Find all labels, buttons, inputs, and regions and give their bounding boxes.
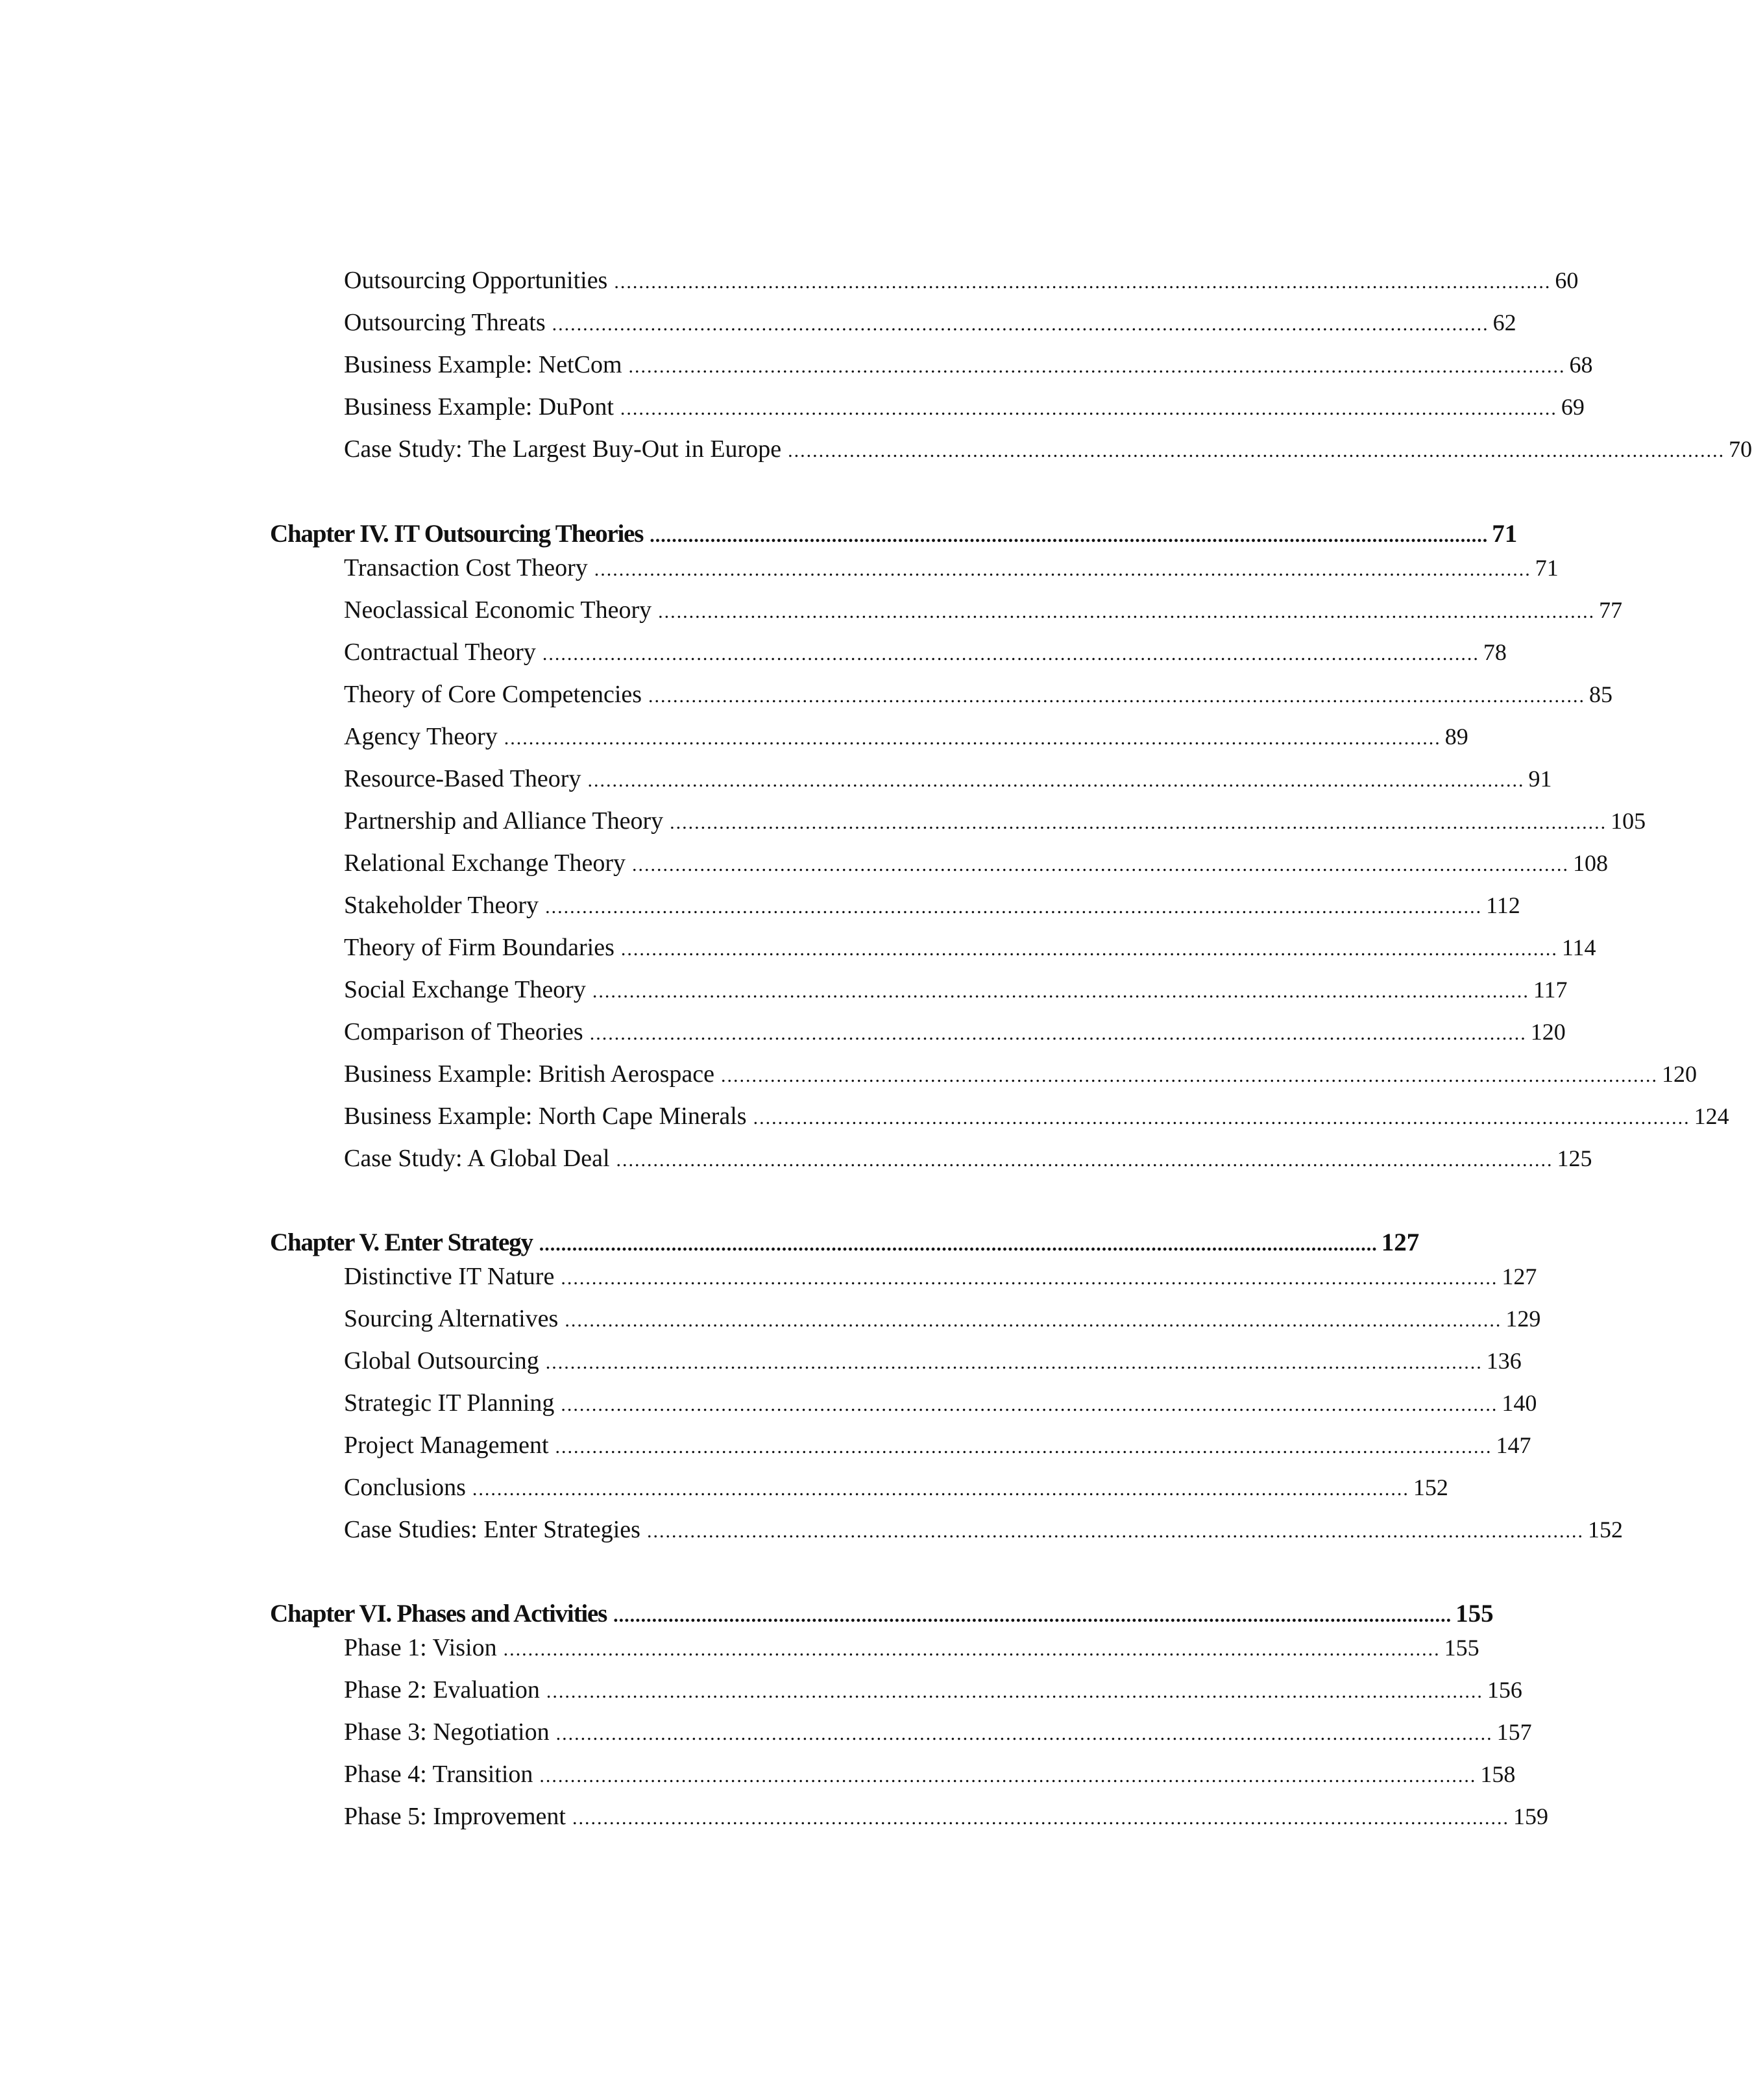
dot-leader: ........................................................................................................................................................	[720, 1065, 1658, 1086]
toc-chapter-heading[interactable]	[270, 1228, 1420, 1264]
toc-entry[interactable]	[344, 1676, 1522, 1712]
toc-entry[interactable]	[344, 638, 1507, 674]
dot-leader: ........................................................................................................................................................	[648, 685, 1586, 707]
dot-leader: ........................................................................................................................................................	[539, 1765, 1477, 1787]
dot-leader: ........................................................................................................................................................	[545, 1352, 1483, 1373]
toc-entry[interactable]	[344, 393, 1585, 429]
dot-leader: ........................................................................................................................................................	[788, 440, 1725, 461]
toc-entry-page: 127	[1502, 1264, 1537, 1289]
dot-leader: ........................................................................................................................................................	[616, 1149, 1553, 1171]
toc-entry[interactable]	[344, 308, 1516, 345]
toc-entry-title: Strategic IT Planning	[344, 1389, 555, 1417]
chapter-title: Chapter V. Enter Strategy	[270, 1228, 533, 1256]
chapter-page: 71	[1492, 520, 1518, 548]
toc-entry[interactable]	[344, 807, 1646, 843]
toc-entry-page: 158	[1480, 1761, 1516, 1787]
chapter-title: Chapter IV. IT Outsourcing Theories	[270, 520, 644, 548]
toc-entry[interactable]	[344, 1060, 1697, 1096]
toc-entry[interactable]	[344, 1718, 1532, 1754]
dot-leader: ........................................................................................................................................................	[555, 1436, 1492, 1458]
dot-leader: ........................................................................................................................................................	[594, 559, 1531, 580]
toc-entry-title: Contractual Theory	[344, 639, 536, 666]
toc-entry-page: 155	[1444, 1635, 1479, 1661]
dot-leader: ........................................................................................................................................................	[552, 313, 1489, 335]
dot-leader: ........................................................................................................................................................	[565, 1310, 1502, 1331]
toc-entry-page: 78	[1483, 639, 1507, 665]
toc-entry-page: 68	[1569, 352, 1593, 378]
toc-entry-page: 60	[1555, 267, 1579, 293]
toc-entry-page: 70	[1729, 436, 1752, 462]
toc-entry-page: 89	[1444, 724, 1468, 750]
toc-chapter-heading[interactable]	[270, 1599, 1494, 1635]
dot-leader: ........................................................................................................................................................	[539, 1234, 1378, 1255]
toc-entry-page: 120	[1530, 1019, 1566, 1045]
toc-entry[interactable]	[344, 350, 1593, 387]
toc-entry-page: 85	[1589, 681, 1613, 707]
chapter-title: Chapter VI. Phases and Activities	[270, 1600, 607, 1628]
toc-entry[interactable]	[344, 1515, 1623, 1552]
toc-entry[interactable]	[344, 435, 1752, 471]
toc-entry[interactable]	[344, 891, 1520, 927]
toc-entry-title: Neoclassical Economic Theory	[344, 596, 652, 624]
toc-entry-title: Case Study: The Largest Buy-Out in Europe	[344, 435, 782, 463]
dot-leader: ........................................................................................................................................................	[572, 1807, 1509, 1829]
dot-leader: ........................................................................................................................................................	[753, 1107, 1690, 1129]
toc-entry-page: 120	[1661, 1061, 1697, 1087]
toc-entry-page: 157	[1496, 1719, 1532, 1745]
toc-entry-title: Phase 3: Negotiation	[344, 1718, 550, 1746]
toc-entry-title: Outsourcing Opportunities	[344, 267, 608, 294]
toc-entry-page: 105	[1611, 808, 1646, 834]
dot-leader: ........................................................................................................................................................	[545, 896, 1483, 918]
toc-entry[interactable]	[344, 975, 1568, 1012]
toc-entry[interactable]	[344, 266, 1579, 302]
toc-entry-page: 140	[1502, 1390, 1537, 1416]
toc-entry-page: 62	[1492, 310, 1516, 336]
toc-entry-page: 71	[1535, 555, 1559, 581]
toc-entry-page: 125	[1557, 1145, 1592, 1171]
toc-entry-title: Case Study: A Global Deal	[344, 1145, 610, 1172]
dot-leader: ........................................................................................................................................................	[628, 356, 1566, 377]
toc-entry-page: 91	[1528, 766, 1552, 792]
toc-entry[interactable]	[344, 764, 1552, 801]
dot-leader: ........................................................................................................................................................	[620, 938, 1558, 960]
toc-entry[interactable]	[344, 933, 1596, 970]
toc-entry-title: Phase 5: Improvement	[344, 1803, 566, 1830]
toc-entry-page: 152	[1413, 1474, 1448, 1500]
dot-leader: ........................................................................................................................................................	[650, 525, 1489, 546]
toc-entry-page: 136	[1486, 1348, 1522, 1374]
toc-entry-title: Phase 4: Transition	[344, 1761, 533, 1788]
toc-entry-page: 114	[1561, 934, 1596, 960]
dot-leader: ........................................................................................................................................................	[555, 1723, 1493, 1744]
toc-entry-page: 147	[1496, 1432, 1531, 1458]
toc-entry[interactable]	[344, 680, 1613, 716]
toc-entry[interactable]	[344, 1262, 1537, 1299]
toc-entry[interactable]	[344, 1473, 1448, 1509]
dot-leader: ........................................................................................................................................................	[546, 1681, 1483, 1702]
dot-leader: ........................................................................................................................................................	[613, 1605, 1452, 1626]
toc-entry-page: 152	[1587, 1517, 1623, 1543]
dot-leader: ........................................................................................................................................................	[614, 271, 1551, 293]
dot-leader: ........................................................................................................................................................	[472, 1478, 1409, 1500]
toc-entry[interactable]	[344, 1760, 1516, 1796]
toc-entry-title: Sourcing Alternatives	[344, 1305, 559, 1332]
toc-entry[interactable]	[344, 849, 1609, 885]
toc-entry-title: Distinctive IT Nature	[344, 1263, 555, 1290]
dot-leader: ........................................................................................................................................................	[503, 1639, 1441, 1660]
toc-entry-page: 77	[1599, 597, 1623, 623]
chapter-page: 155	[1455, 1600, 1494, 1628]
toc-entry-title: Business Example: NetCom	[344, 351, 622, 378]
toc-chapter-heading[interactable]	[270, 519, 1518, 556]
toc-entry-title: Business Example: British Aerospace	[344, 1060, 714, 1088]
toc-entry-page: 159	[1513, 1803, 1548, 1829]
toc-entry-title: Outsourcing Threats	[344, 309, 546, 336]
toc-entry-title: Partnership and Alliance Theory	[344, 807, 664, 835]
toc-entry[interactable]	[344, 1144, 1592, 1180]
toc-entry-title: Case Studies: Enter Strategies	[344, 1516, 640, 1543]
toc-entry[interactable]	[344, 1431, 1531, 1467]
toc-entry-title: Project Management	[344, 1432, 549, 1459]
toc-entry-title: Global Outsourcing	[344, 1347, 539, 1374]
toc-entry-title: Resource-Based Theory	[344, 765, 581, 792]
dot-leader: ........................................................................................................................................................	[542, 643, 1479, 665]
toc-entry-page: 117	[1533, 977, 1568, 1003]
toc-entry[interactable]	[344, 1802, 1548, 1838]
toc-entry-title: Phase 1: Vision	[344, 1634, 497, 1661]
toc-entry-page: 129	[1505, 1306, 1541, 1332]
toc-entry-page: 108	[1573, 850, 1609, 876]
toc-entry[interactable]	[344, 1347, 1522, 1383]
toc-entry-title: Phase 2: Evaluation	[344, 1676, 540, 1703]
toc-entry[interactable]	[344, 1304, 1541, 1341]
dot-leader: ........................................................................................................................................................	[561, 1394, 1498, 1415]
dot-leader: ........................................................................................................................................................	[632, 854, 1570, 875]
toc-entry[interactable]	[344, 1389, 1537, 1425]
toc-entry-title: Relational Exchange Theory	[344, 849, 626, 877]
dot-leader: ........................................................................................................................................................	[646, 1520, 1584, 1542]
toc-entry-title: Transaction Cost Theory	[344, 554, 588, 581]
toc-entry-page: 124	[1694, 1103, 1729, 1129]
toc-entry[interactable]	[344, 722, 1468, 759]
toc-entry[interactable]	[344, 1102, 1729, 1138]
toc-entry[interactable]	[344, 1633, 1479, 1670]
toc-entry-title: Comparison of Theories	[344, 1018, 583, 1045]
dot-leader: ........................................................................................................................................................	[504, 727, 1441, 749]
toc-entry[interactable]	[344, 554, 1559, 590]
toc-entry-page: 69	[1561, 394, 1585, 420]
toc-entry-title: Agency Theory	[344, 723, 498, 750]
dot-leader: ........................................................................................................................................................	[592, 981, 1529, 1002]
dot-leader: ........................................................................................................................................................	[589, 1023, 1527, 1044]
toc-entry-title: Stakeholder Theory	[344, 892, 539, 919]
toc-entry-title: Business Example: North Cape Minerals	[344, 1103, 747, 1130]
toc-entry-page: 112	[1486, 892, 1520, 918]
chapter-page: 127	[1381, 1228, 1420, 1256]
dot-leader: ........................................................................................................................................................	[620, 398, 1557, 419]
dot-leader: ........................................................................................................................................................	[658, 601, 1596, 622]
toc-entry-title: Theory of Firm Boundaries	[344, 934, 614, 961]
toc-entry-page: 156	[1487, 1677, 1522, 1703]
toc-entry-title: Business Example: DuPont	[344, 393, 614, 421]
toc-entry[interactable]	[344, 1018, 1566, 1054]
dot-leader: ........................................................................................................................................................	[561, 1267, 1498, 1289]
dot-leader: ........................................................................................................................................................	[670, 812, 1607, 833]
dot-leader: ........................................................................................................................................................	[587, 770, 1525, 791]
toc-entry-title: Conclusions	[344, 1474, 466, 1501]
toc-entry-title: Social Exchange Theory	[344, 976, 586, 1003]
toc-entry-title: Theory of Core Competencies	[344, 681, 642, 708]
toc-entry[interactable]	[344, 596, 1623, 632]
